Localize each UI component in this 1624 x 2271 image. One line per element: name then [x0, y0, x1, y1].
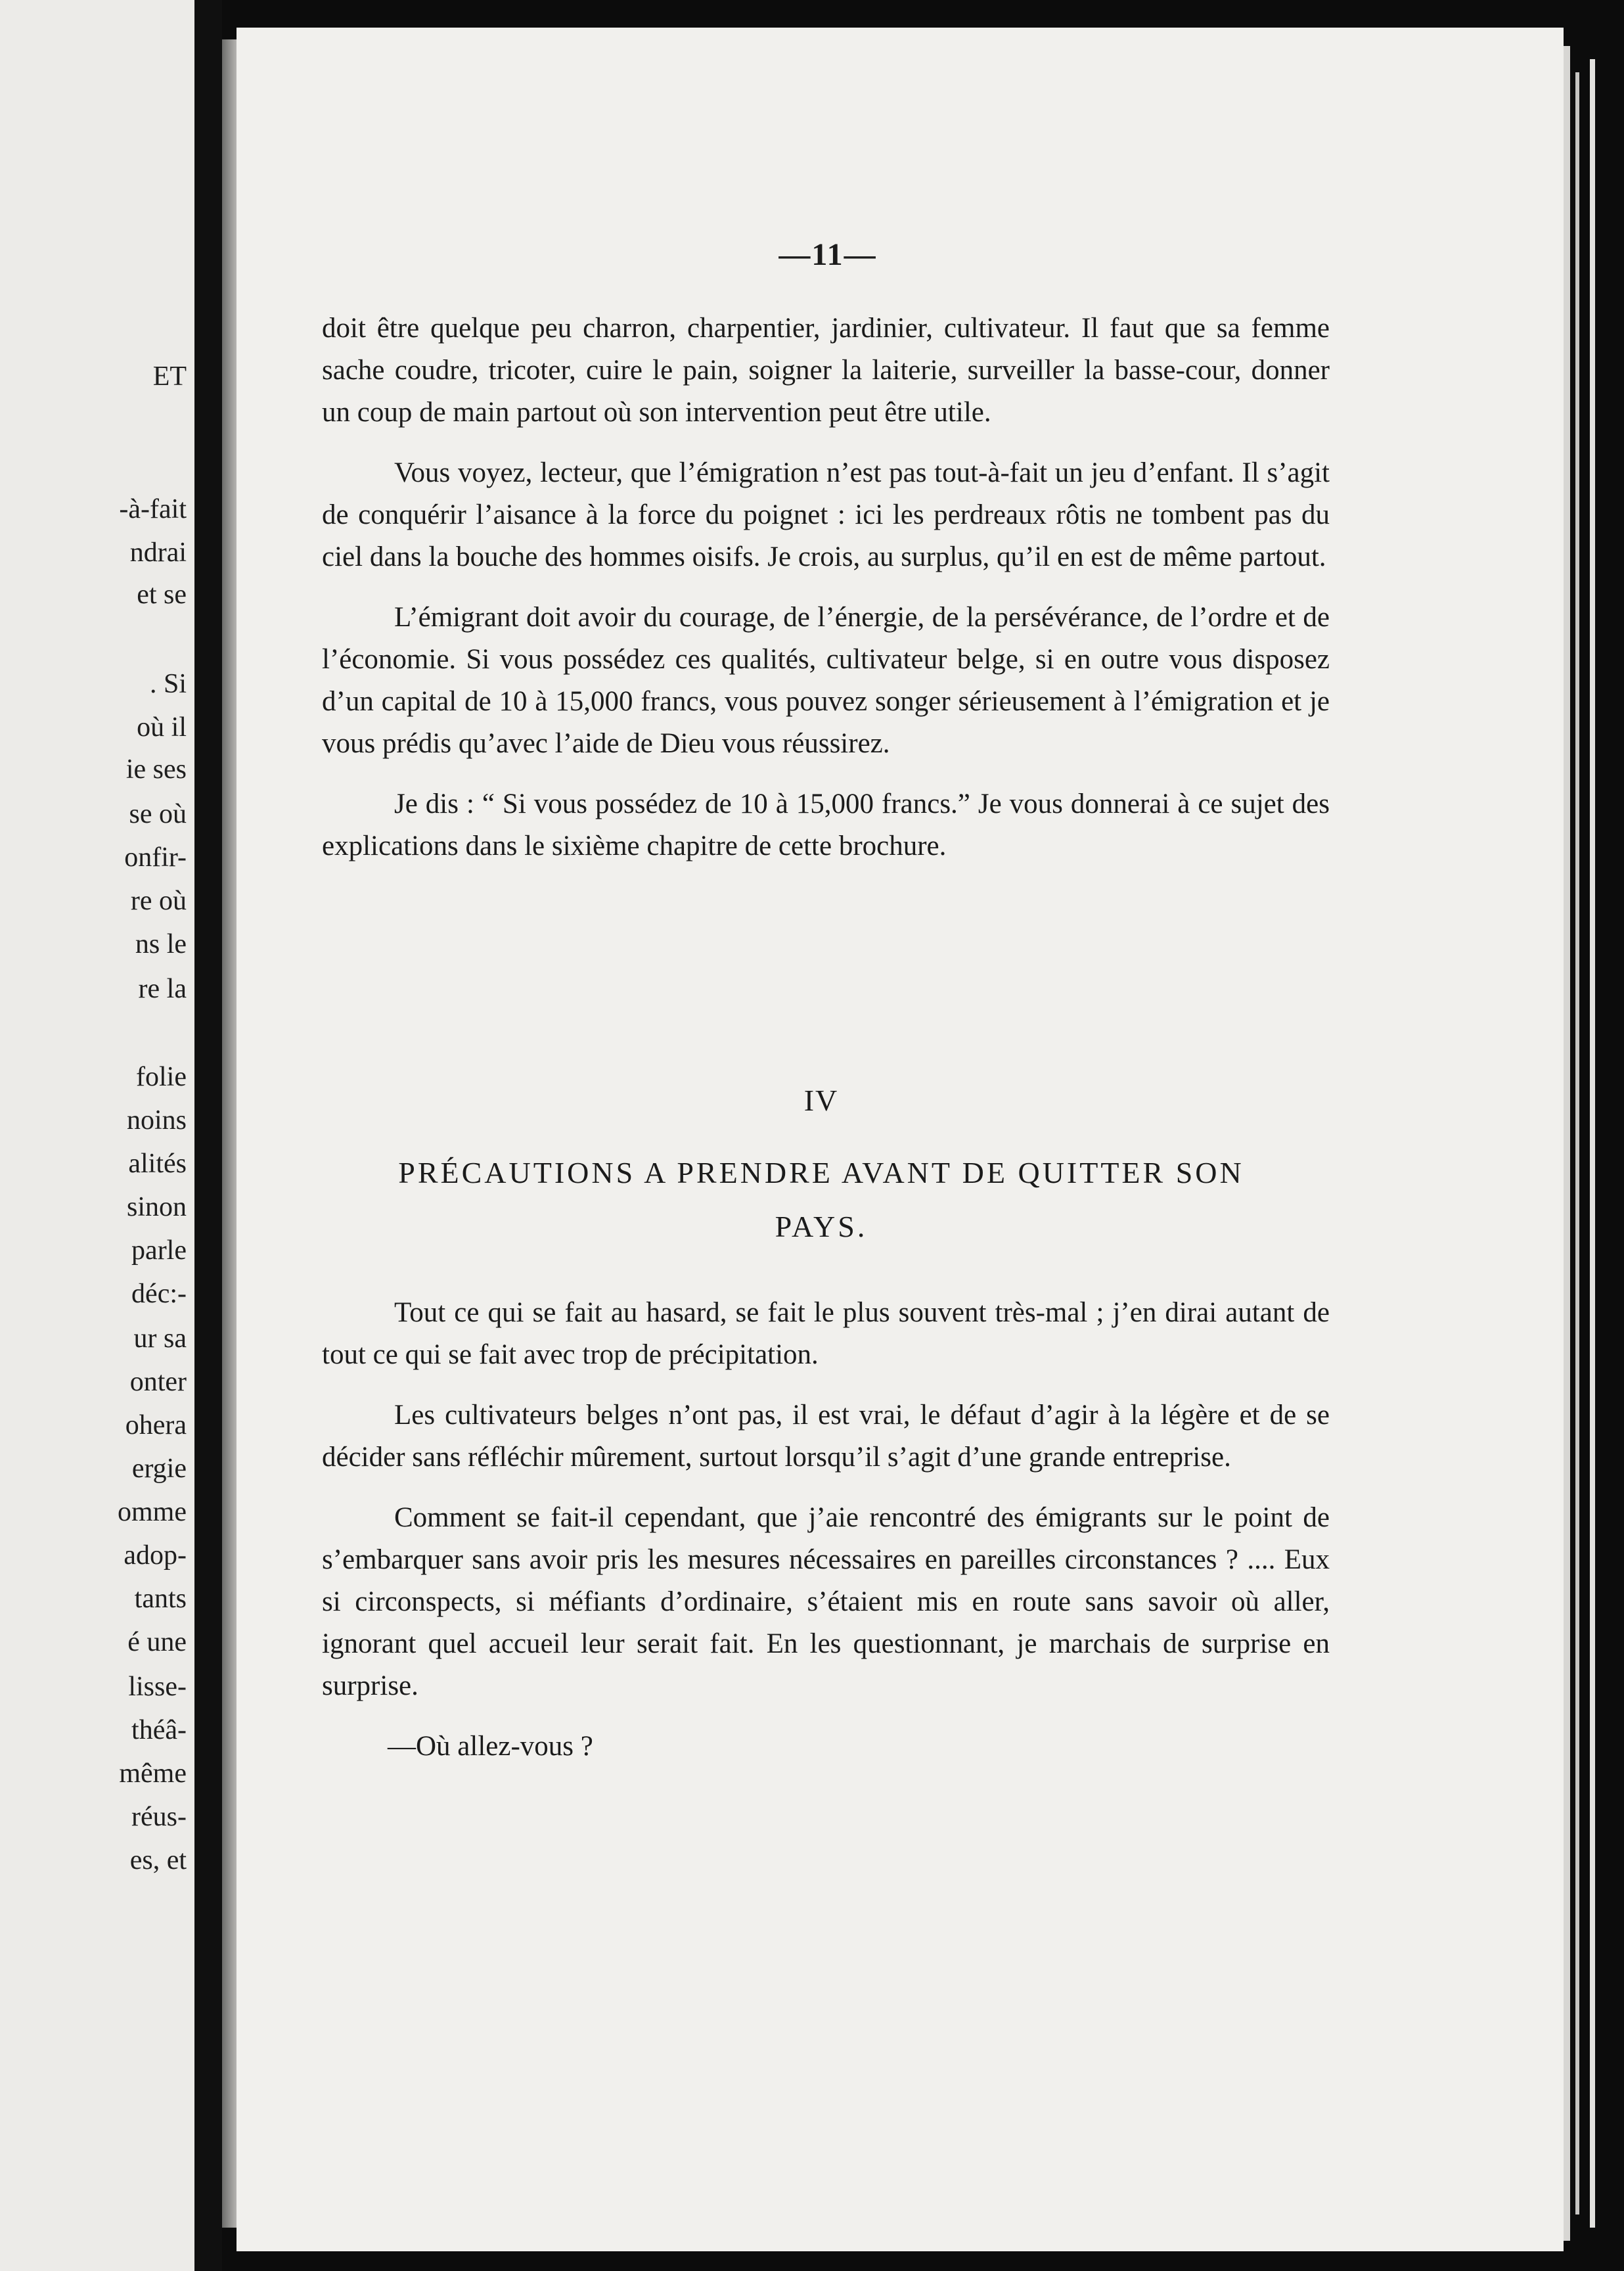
left-page-fragment: re la: [138, 974, 187, 1004]
paragraph: Les cultivateurs belges n’ont pas, il est vrai, le défaut d’agir à la légère et de se décider sans réfléchir mûrement, surtout lorsqu’il s’agit d’une grande entreprise.: [322, 1400, 1330, 1473]
left-page-fragment: noins: [126, 1105, 187, 1136]
left-page-fragment: folie: [136, 1062, 187, 1092]
left-page-fragment: ie ses: [125, 754, 187, 785]
left-page-fragment: déc:-: [131, 1279, 187, 1309]
paragraph: L’émigrant doit avoir du courage, de l’énergie, de la persévérance, de l’ordre et de l’économie. Si vous possédez ces qualités, cultivateur belge, si en outre vous disposez d’un capital de 10 à 15,000 francs, vous pouvez songer sérieusement à l’émigration et je vous prédis qu’avec l’aide de Dieu vous réussirez.: [322, 602, 1330, 759]
paragraph: Tout ce qui se fait au hasard, se fait le plus souvent très-mal ; j’en dirai autant de tout ce qui se fait avec trop de précipitation.: [322, 1297, 1330, 1370]
left-page-fragment: lisse-: [128, 1672, 187, 1702]
left-page-fragment: ergie: [131, 1454, 187, 1484]
left-page-fragment: et se: [137, 580, 187, 610]
left-page-fragment: sinon: [126, 1192, 187, 1222]
left-page-fragment: es, et: [129, 1845, 187, 1875]
left-page-fragment: é une: [127, 1627, 187, 1657]
page-number: —11—: [778, 237, 877, 272]
left-page-fragment: ns le: [135, 929, 187, 959]
paragraph: Comment se fait-il cependant, que j’aie rencontré des émigrants sur le point de s’embarquer sans avoir pris les mesures nécessaires en pareilles circonstances ? .... Eux si circonspects, si méfiants d’ordinaire, s’étaient mis en route sans savoir où aller, ignorant quel accueil leur serait fait. En les questionnant, je marchais de surprise en surprise.: [322, 1502, 1330, 1701]
paragraph: Je dis : “ Si vous possédez de 10 à 15,000 francs.” Je vous donnerai à ce sujet des explications dans le sixième chapitre de cette brochure.: [322, 789, 1330, 861]
chapter-title-continued: PAYS.: [775, 1210, 868, 1243]
paragraph: Vous voyez, lecteur, que l’émigration n’est pas tout-à-fait un jeu d’enfant. Il s’agit de conquérir l’aisance à la force du poignet : ici les perdreaux rôtis ne tombent pas du ciel dans la bouche des hommes oisifs. Je crois, au surplus, qu’il en est de même partout.: [322, 457, 1330, 572]
page-edge: [1564, 46, 1570, 2241]
body-text-bottom: [322, 1292, 1330, 1768]
left-page-fragment: alités: [128, 1149, 187, 1179]
left-page-fragment: re où: [130, 886, 187, 916]
left-page-fragment: ohera: [125, 1410, 187, 1440]
left-page-fragment: parle: [131, 1235, 187, 1266]
left-page-fragment: ndrai: [129, 538, 187, 568]
left-page-fragment: -à-fait: [119, 494, 187, 524]
book-gutter: [194, 0, 222, 2271]
left-page-fragment: même: [119, 1758, 187, 1789]
left-page-fragment: onfir-: [124, 842, 187, 873]
body-text-top: [322, 308, 1330, 867]
left-page-fragment: ur sa: [133, 1323, 187, 1354]
left-page-fragment: onter: [129, 1367, 187, 1397]
page-edge: [1590, 59, 1595, 2228]
left-page-fragment: où il: [137, 712, 187, 743]
left-page-fragment: tants: [134, 1584, 187, 1614]
previous-page-edge: [0, 0, 194, 2271]
chapter-title: PRÉCAUTIONS A PRENDRE AVANT DE QUITTER SON: [398, 1156, 1244, 1189]
page-edge: [1575, 72, 1579, 2214]
dialogue-line: —Où allez-vous ?: [388, 1731, 593, 1762]
left-page-fragment: omme: [118, 1497, 187, 1527]
left-page-fragment: ET: [152, 361, 187, 392]
chapter-number: IV: [803, 1084, 839, 1117]
left-page-fragment: réus-: [131, 1802, 187, 1832]
left-page-fragment: adop-: [124, 1540, 187, 1571]
left-page-fragment: . Si: [149, 669, 187, 699]
left-page-fragment: théâ-: [131, 1715, 187, 1745]
left-page-fragment: se où: [129, 799, 187, 829]
paragraph: doit être quelque peu charron, charpentier, jardinier, cultivateur. Il faut que sa femme sache coudre, tricoter, cuire le pain, soigner la laiterie, surveiller la basse-cour, donner un coup de main partout où son intervention peut être utile.: [322, 313, 1330, 428]
